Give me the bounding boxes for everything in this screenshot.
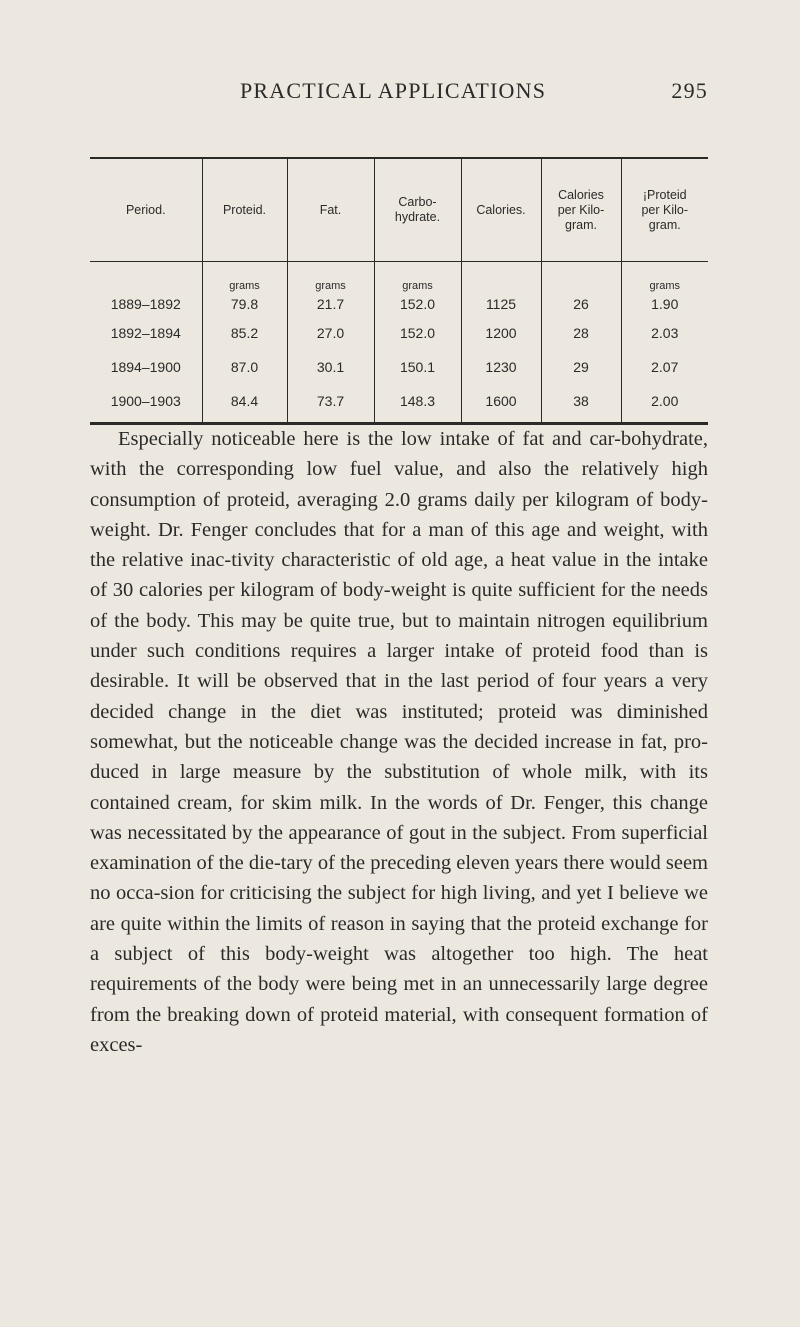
cell-value: 1892–1894 (110, 325, 181, 341)
table-row (90, 350, 708, 384)
cell-value: 38 (573, 393, 589, 409)
cell-value: 2.00 (651, 393, 679, 409)
cell-value: 21.7 (316, 296, 345, 312)
cell-value: 30.1 (316, 359, 345, 375)
cell-value: 1889–1892 (110, 296, 181, 312)
table-cell (461, 350, 541, 384)
table-cell (461, 316, 541, 350)
table-cell (621, 262, 708, 317)
cell-value: 79.8 (230, 296, 259, 312)
cell-value: 28 (573, 325, 589, 341)
table-cell (461, 262, 541, 317)
column-header-label: ¡Proteid per Kilo- gram. (641, 187, 689, 232)
cell-value: 1894–1900 (110, 359, 181, 375)
table-cell (287, 350, 374, 384)
cell-value: 150.1 (399, 359, 436, 375)
column-header-period (90, 158, 202, 262)
table-header-row (90, 158, 708, 262)
cell-value: 2.03 (651, 325, 679, 341)
table-cell (90, 262, 202, 317)
table-cell (202, 350, 287, 384)
unit-label: grams (315, 280, 346, 292)
table-row (90, 262, 708, 317)
body-paragraph: Especially noticeable here is the low intake of fat and car-bohydrate, with the corresponding low fuel value, and also the relatively high consumption of proteid, averaging 2.0 grams daily per kilogram of body-weight. Dr. Fenger concludes that for a man of this age and weight, with the relative inac-tivity characteristic of old age, a heat value in the intake of 30 calories per kilogram of body-weight is quite sufficient for the needs of the body. This may be quite true, but to maintain nitrogen equilibrium under such conditions requires a larger intake of proteid food than is desirable. It will be observed that in the last period of four years a very decided change in the diet was instituted; proteid was diminished somewhat, but the noticeable change was the decided increase in fat, pro-duced in large measure by the substitution of whole milk, with its contained cream, for skim milk. In the words of Dr. Fenger, this change was necessitated by the appearance of gout in the subject. From superficial examination of the die-tary of the preceding eleven years there would seem no occa-sion for criticising the subject for high living, and yet I believe we are quite within the limits of reason in saying that the proteid exchange for a subject of this body-weight was altogether too high. The heat requirements of the body were being met in an unnecessarily large degree from the breaking down of proteid material, with consequent formation of exces- (90, 428, 708, 1056)
cell-value: 2.07 (651, 359, 679, 375)
table-cell (202, 262, 287, 317)
table-cell (374, 262, 461, 317)
table-row (90, 316, 708, 350)
column-header-calories-per-kilogram (541, 158, 621, 262)
table-cell (621, 350, 708, 384)
unit-label: grams (229, 280, 260, 292)
table-cell (287, 384, 374, 424)
cell-value: 85.2 (230, 325, 259, 341)
cell-value: 29 (573, 359, 589, 375)
column-header-label: Period. (125, 202, 166, 217)
cell-value: 148.3 (399, 393, 436, 409)
table-cell (621, 316, 708, 350)
column-header-label: Calories. (476, 202, 526, 217)
unit-label: grams (649, 280, 681, 292)
page-number: 295 (671, 78, 708, 103)
cell-value: 26 (573, 296, 589, 312)
cell-value: 27.0 (316, 325, 345, 341)
table-cell (202, 316, 287, 350)
column-header-calories (461, 158, 541, 262)
table-cell (374, 384, 461, 424)
running-title: PRACTICAL APPLICATIONS (240, 78, 547, 103)
table-cell (374, 350, 461, 384)
cell-value: 1600 (485, 393, 517, 409)
unit-label: grams (402, 280, 433, 292)
table-cell (287, 316, 374, 350)
table-cell (541, 384, 621, 424)
cell-value: 1200 (485, 325, 517, 341)
table-cell (90, 384, 202, 424)
table-cell (541, 316, 621, 350)
cell-value: 87.0 (230, 359, 259, 375)
cell-value: 1125 (485, 296, 517, 312)
column-header-proteid-per-kilogram (621, 158, 708, 262)
table-cell (621, 384, 708, 424)
table-cell (541, 262, 621, 317)
column-header-proteid (202, 158, 287, 262)
cell-value: 1230 (485, 359, 517, 375)
table-row (90, 384, 708, 424)
table-cell (541, 350, 621, 384)
column-header-label: Proteid. (222, 202, 267, 217)
cell-value: 1900–1903 (110, 393, 181, 409)
column-header-label: Carbo- hydrate. (394, 195, 441, 224)
running-header (90, 78, 708, 108)
column-header-carbohydrate (374, 158, 461, 262)
cell-value: 152.0 (399, 325, 436, 341)
table-cell (461, 384, 541, 424)
table-cell (374, 316, 461, 350)
column-header-fat (287, 158, 374, 262)
cell-value: 73.7 (316, 393, 345, 409)
column-header-label: Calories per Kilo- gram. (557, 187, 605, 232)
cell-value: 1.90 (651, 296, 679, 312)
table-cell (287, 262, 374, 317)
table-cell (202, 384, 287, 424)
table-cell (90, 350, 202, 384)
table-cell (90, 316, 202, 350)
cell-value: 152.0 (399, 296, 436, 312)
cell-value: 84.4 (230, 393, 259, 409)
column-header-label: Fat. (319, 202, 342, 217)
diet-table (90, 157, 708, 425)
